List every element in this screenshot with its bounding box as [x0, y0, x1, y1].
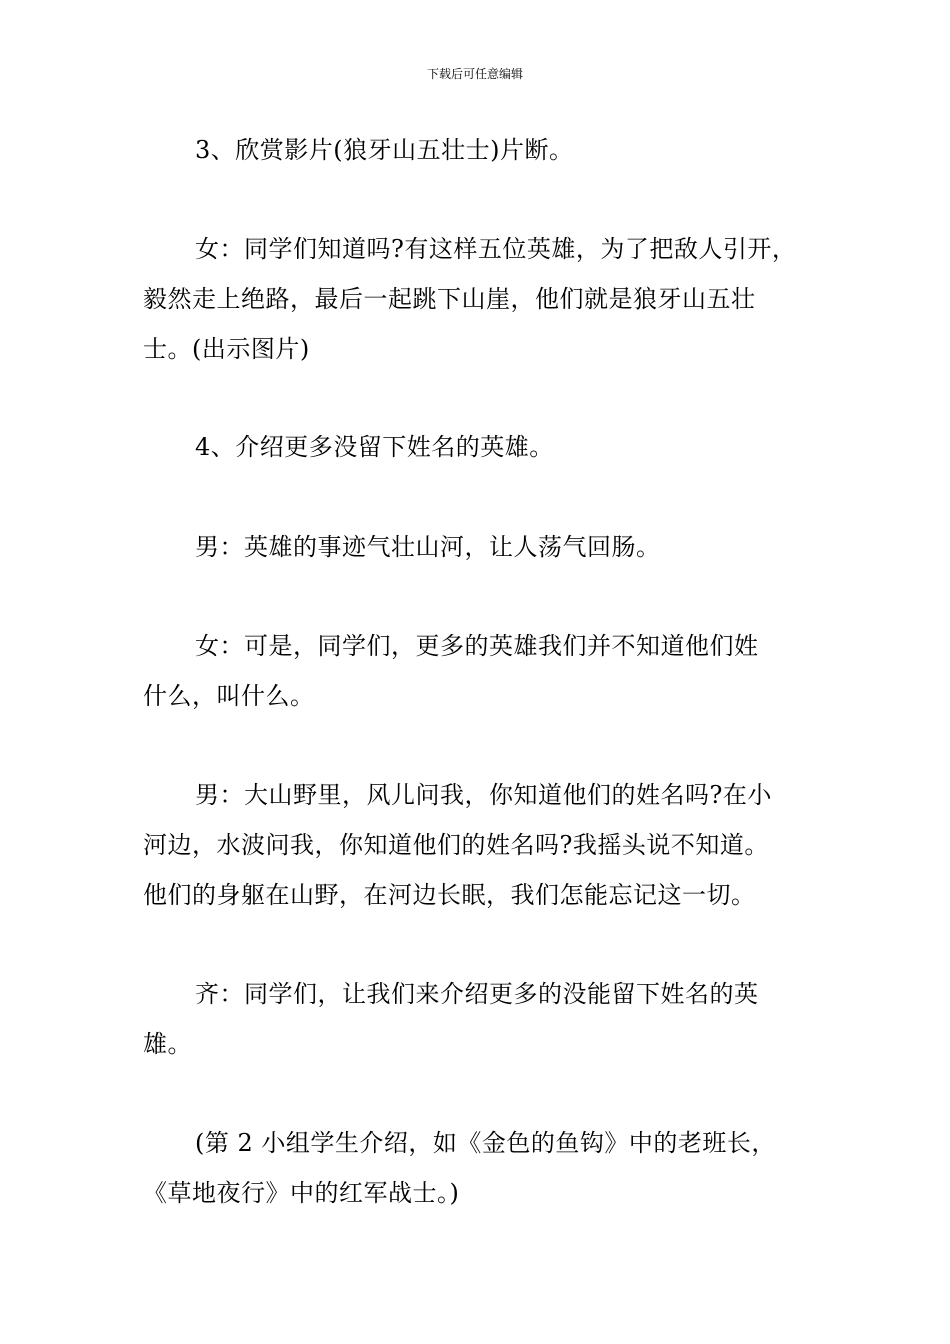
paragraph-line: 《草地夜行》中的红军战士。) [143, 1179, 460, 1207]
paragraph-female-speaker [143, 224, 833, 374]
paragraph-line: 齐：同学们，让我们来介绍更多的没能留下姓名的英 [195, 980, 759, 1008]
paragraph-line: 3、欣赏影片(狼牙山五壮士)片断。 [195, 136, 574, 164]
paragraph-together-speaker [143, 969, 833, 1069]
paragraph-line: 女：可是，同学们，更多的英雄我们并不知道他们姓 [195, 632, 759, 660]
page-header-note: 下载后可任意编辑 [426, 67, 523, 81]
paragraph-group-note [143, 1118, 833, 1218]
paragraph-line: 什么，叫什么。 [143, 682, 315, 710]
paragraph-line: (第 2 小组学生介绍，如《金色的鱼钩》中的老班长， [195, 1129, 776, 1157]
paragraph-line: 河边，水波问我，你知道他们的姓名吗?我摇头说不知道。 [143, 831, 769, 859]
paragraph-female-speaker [143, 621, 833, 721]
paragraph-male-speaker [143, 770, 833, 920]
paragraph-male-speaker [143, 522, 833, 572]
paragraph-line: 男：英雄的事迹气壮山河，让人荡气回肠。 [195, 533, 661, 561]
paragraph-line: 女：同学们知道吗?有这样五位英雄，为了把敌人引开， [195, 235, 797, 263]
paragraph-item-4-heading [143, 422, 833, 472]
paragraph-item-3-heading [143, 125, 833, 175]
paragraph-line: 4、介绍更多没留下姓名的英雄。 [195, 433, 554, 461]
paragraph-line: 雄。 [143, 1030, 192, 1058]
paragraph-line: 男：大山野里，风儿问我，你知道他们的姓名吗?在小 [195, 781, 772, 809]
paragraph-line: 士。(出示图片) [143, 335, 310, 363]
paragraph-line: 毅然走上绝路，最后一起跳下山崖，他们就是狼牙山五壮 [143, 285, 756, 313]
paragraph-line: 他们的身躯在山野，在河边长眠，我们怎能忘记这一切。 [143, 881, 756, 909]
